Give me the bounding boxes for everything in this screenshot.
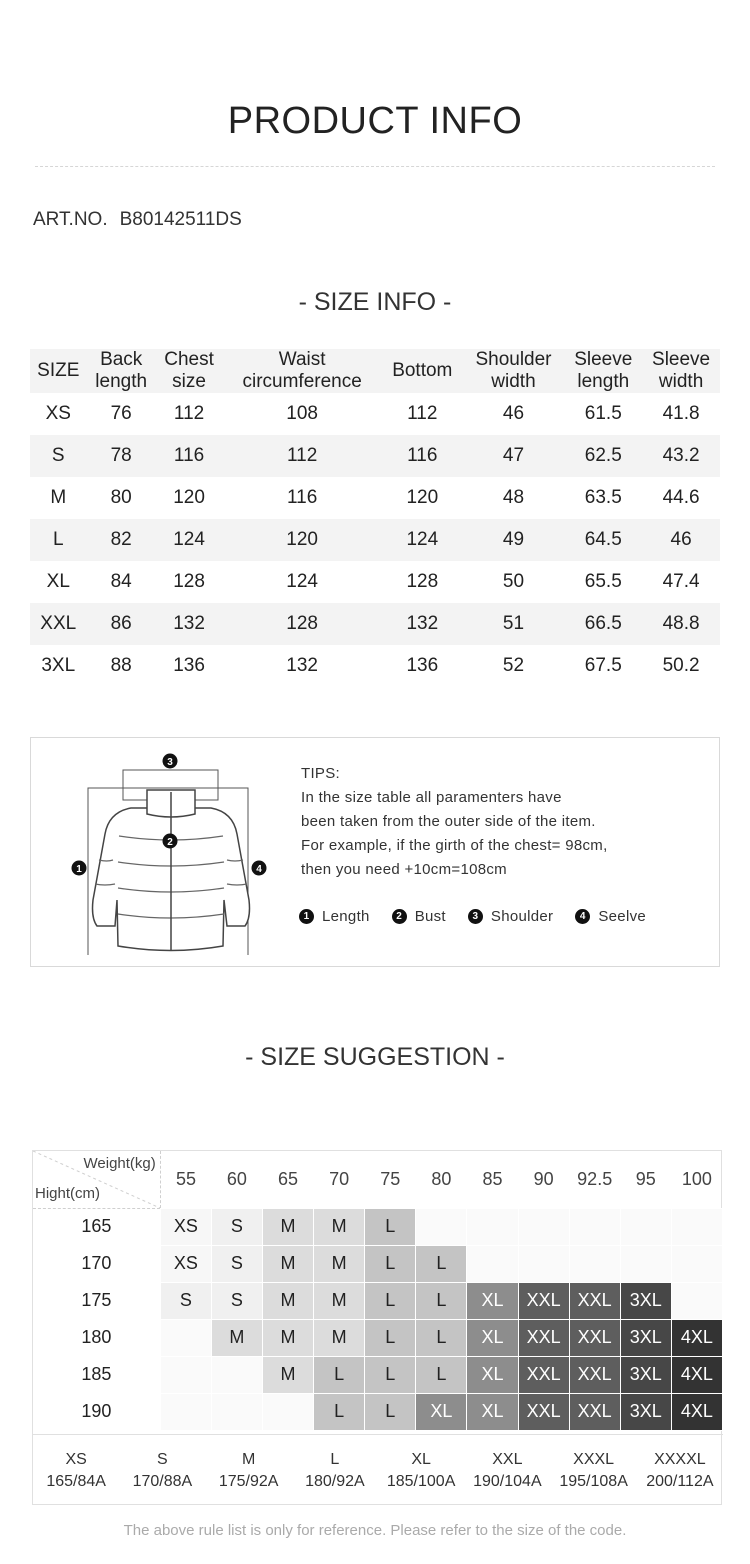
size-suggestion-cell: L xyxy=(365,1319,416,1356)
table-cell: L xyxy=(30,519,87,561)
size-key-item xyxy=(464,1435,550,1504)
table-cell: 132 xyxy=(156,603,222,645)
size-suggestion-cell xyxy=(262,1393,313,1430)
size-suggestion-cell: L xyxy=(314,1393,365,1430)
table-row xyxy=(30,435,720,477)
size-suggestion-cell xyxy=(416,1208,467,1245)
tips-box xyxy=(30,737,720,967)
legend-number-badge: 3 xyxy=(468,909,483,924)
size-suggestion-cell xyxy=(160,1393,211,1430)
table-cell: 124 xyxy=(156,519,222,561)
size-suggestion-cell: XXL xyxy=(518,1282,569,1319)
table-cell: 49 xyxy=(463,519,565,561)
size-key-item xyxy=(637,1435,723,1504)
size-key-spec: 190/104A xyxy=(473,1473,542,1490)
size-suggestion-cell: L xyxy=(416,1319,467,1356)
table-cell: 112 xyxy=(407,403,438,424)
table-cell: 51 xyxy=(463,603,565,645)
size-key-size: XXXL xyxy=(573,1451,615,1468)
size-key-size: M xyxy=(241,1451,256,1468)
size-table-header-line: circumference xyxy=(242,371,362,392)
table-row xyxy=(30,645,720,687)
table-cell: 124 xyxy=(382,519,463,561)
size-table-header-line: SIZE xyxy=(37,360,80,381)
table-cell: 52 xyxy=(502,655,525,676)
height-row xyxy=(33,1393,723,1430)
size-suggestion-cell: L xyxy=(416,1282,467,1319)
jacket-diagram xyxy=(71,750,271,955)
size-info-title: - SIZE INFO - xyxy=(298,288,452,316)
weight-value: 70 xyxy=(329,1168,350,1189)
table-cell: XS xyxy=(45,403,71,424)
size-key-size: XS xyxy=(65,1451,87,1468)
footnote: The above rule list is only for reference. Please refer to the size of the code. xyxy=(123,1522,627,1539)
table-cell: 108 xyxy=(286,403,318,424)
size-suggestion-cell: L xyxy=(416,1245,467,1282)
size-suggestion-cell xyxy=(671,1282,722,1319)
axis-corner xyxy=(33,1151,160,1208)
size-suggestion-title: - SIZE SUGGESTION - xyxy=(245,1043,505,1071)
size-suggestion-cell: XXL xyxy=(569,1282,620,1319)
size-suggestion-cell: XS xyxy=(160,1245,211,1282)
weight-value: 95 xyxy=(635,1168,656,1189)
table-cell: 124 xyxy=(286,571,318,592)
table-cell: 48 xyxy=(502,487,525,508)
table-cell: 132 xyxy=(286,655,318,676)
page-title: PRODUCT INFO xyxy=(227,100,523,142)
table-cell: 61.5 xyxy=(584,403,622,424)
size-table-header xyxy=(382,349,463,393)
table-row xyxy=(30,519,720,561)
size-suggestion-cell: M xyxy=(314,1282,365,1319)
size-suggestion-cell: 4XL xyxy=(671,1393,722,1430)
size-suggestion-cell: XXL xyxy=(569,1393,620,1430)
height-value: 190 xyxy=(33,1393,160,1430)
size-suggestion-cell xyxy=(211,1393,262,1430)
size-suggestion-cell xyxy=(211,1356,262,1393)
article-number-label: ART.NO. xyxy=(33,209,108,230)
size-suggestion-cell: XXL xyxy=(518,1319,569,1356)
weight-value: 55 xyxy=(176,1168,197,1189)
size-key-size: S xyxy=(157,1451,168,1468)
size-info-table xyxy=(30,349,720,687)
size-suggestion-cell xyxy=(467,1208,518,1245)
size-suggestion-cell xyxy=(160,1356,211,1393)
size-table-header-line: Waist xyxy=(278,349,326,370)
table-cell: 120 xyxy=(406,487,439,508)
size-key-size: XXXXL xyxy=(654,1451,706,1468)
size-suggestion-chart xyxy=(32,1150,722,1505)
table-cell: 43.2 xyxy=(642,435,720,477)
tips-line: been taken from the outer side of the item. xyxy=(301,813,596,830)
height-row xyxy=(33,1282,723,1319)
table-cell: 3XL xyxy=(41,655,76,676)
size-suggestion-cell: S xyxy=(211,1245,262,1282)
height-row xyxy=(33,1245,723,1282)
legend-item xyxy=(392,908,446,925)
shoulder-marker-number: 3 xyxy=(167,757,173,768)
table-row xyxy=(30,477,720,519)
table-cell: 50.2 xyxy=(662,655,700,676)
size-suggestion-cell: L xyxy=(314,1356,365,1393)
height-value: 185 xyxy=(33,1356,160,1393)
size-table-header-row xyxy=(30,349,720,393)
size-table-body xyxy=(30,393,720,687)
size-key-size: XL xyxy=(411,1451,431,1468)
size-suggestion-cell xyxy=(671,1208,722,1245)
size-key-item xyxy=(551,1435,637,1504)
weight-value: 75 xyxy=(380,1168,401,1189)
size-key-spec: 200/112A xyxy=(646,1473,714,1490)
size-suggestion-cell: 4XL xyxy=(671,1356,722,1393)
table-cell: 80 xyxy=(110,487,132,508)
size-table-header-line: Chest xyxy=(164,349,214,370)
article-number-value: B80142511DS xyxy=(119,209,242,230)
weight-value: 85 xyxy=(482,1168,503,1189)
shoulder-marker xyxy=(163,754,178,769)
size-suggestion-cell: 3XL xyxy=(620,1282,671,1319)
size-suggestion-cell: S xyxy=(160,1282,211,1319)
legend-label: Bust xyxy=(414,908,446,925)
size-table-header xyxy=(87,349,156,393)
size-table-header-line: Bottom xyxy=(392,360,453,381)
size-suggestion-cell: L xyxy=(365,1208,416,1245)
size-suggestion-cell: 3XL xyxy=(620,1393,671,1430)
size-suggestion-cell xyxy=(518,1208,569,1245)
height-axis-label: Hight(cm) xyxy=(35,1184,101,1202)
table-cell: 62.5 xyxy=(564,435,642,477)
size-table-header xyxy=(156,349,222,393)
table-row xyxy=(30,603,720,645)
height-value: 165 xyxy=(33,1208,160,1245)
measurement-legend xyxy=(299,908,668,925)
size-suggestion-cell: XXL xyxy=(569,1319,620,1356)
height-row xyxy=(33,1356,723,1393)
size-key-size: XXL xyxy=(492,1451,523,1468)
table-cell: 128 xyxy=(406,571,439,592)
weight-header-row xyxy=(33,1151,723,1208)
size-key-item xyxy=(119,1435,205,1504)
size-table-header-line: Shoulder xyxy=(475,349,552,370)
length-marker xyxy=(72,861,87,876)
table-cell: 128 xyxy=(173,571,205,592)
size-suggestion-cell: XL xyxy=(467,1356,518,1393)
size-key-item xyxy=(33,1435,119,1504)
weight-value: 65 xyxy=(278,1168,299,1189)
size-suggestion-cell: M xyxy=(262,1356,313,1393)
size-suggestion-cell: L xyxy=(365,1393,416,1430)
legend-number-badge: 2 xyxy=(392,909,407,924)
table-cell: XL xyxy=(46,571,70,592)
table-cell: 76 xyxy=(110,403,132,424)
table-cell: 63.5 xyxy=(584,487,622,508)
bust-marker xyxy=(163,834,178,849)
table-cell: 136 xyxy=(173,655,205,676)
size-key-spec: 180/92A xyxy=(305,1473,365,1490)
tips-line: then you need +10cm=108cm xyxy=(301,861,507,878)
size-key-spec: 165/84A xyxy=(46,1473,106,1490)
size-table-header-line: width xyxy=(491,371,536,392)
legend-label: Seelve xyxy=(598,908,647,925)
size-suggestion-cell: L xyxy=(365,1282,416,1319)
size-table-header-line: length xyxy=(95,371,148,392)
table-cell: 66.5 xyxy=(564,603,642,645)
weight-value: 80 xyxy=(431,1168,452,1189)
table-cell: 47 xyxy=(463,435,565,477)
table-cell: 46 xyxy=(502,403,525,424)
height-value: 175 xyxy=(33,1282,160,1319)
size-suggestion-cell: 3XL xyxy=(620,1319,671,1356)
legend-item xyxy=(468,908,553,925)
size-suggestion-cell: M xyxy=(262,1319,313,1356)
weight-value: 90 xyxy=(533,1168,554,1189)
table-cell: 41.8 xyxy=(662,403,700,424)
size-table-header-line: width xyxy=(658,371,704,392)
bust-marker-number: 2 xyxy=(167,837,173,848)
table-cell: 120 xyxy=(173,487,205,508)
size-suggestion-cell xyxy=(569,1208,620,1245)
tips-text xyxy=(301,762,608,882)
table-cell: 78 xyxy=(87,435,156,477)
sleeve-marker-number: 4 xyxy=(256,864,262,875)
size-suggestion-cell: L xyxy=(365,1245,416,1282)
size-table-header xyxy=(463,349,565,393)
size-suggestion-cell xyxy=(467,1245,518,1282)
height-value: 180 xyxy=(33,1319,160,1356)
size-suggestion-cell: S xyxy=(211,1282,262,1319)
size-suggestion-cell: L xyxy=(365,1356,416,1393)
size-key-row xyxy=(33,1434,723,1504)
size-table-header-line: Back xyxy=(100,349,143,370)
size-suggestion-cell: XXL xyxy=(518,1356,569,1393)
article-number xyxy=(33,209,242,231)
table-cell: 112 xyxy=(222,435,382,477)
table-row xyxy=(30,561,720,603)
size-suggestion-cell: 3XL xyxy=(620,1356,671,1393)
legend-label: Length xyxy=(322,908,370,925)
size-suggestion-cell: XXL xyxy=(518,1393,569,1430)
size-key-size: L xyxy=(330,1451,340,1468)
size-suggestion-cell: S xyxy=(211,1208,262,1245)
table-cell: 136 xyxy=(406,655,439,676)
size-suggestion-cell: XXL xyxy=(569,1356,620,1393)
table-cell: 46 xyxy=(642,519,720,561)
size-suggestion-cell: L xyxy=(416,1356,467,1393)
table-cell: 47.4 xyxy=(662,571,700,592)
size-suggestion-cell: XL xyxy=(416,1393,467,1430)
legend-number-badge: 4 xyxy=(575,909,590,924)
size-key-item xyxy=(378,1435,464,1504)
table-cell: 116 xyxy=(156,435,222,477)
legend-label: Shoulder xyxy=(490,908,554,925)
tips-line: In the size table all paramenters have xyxy=(301,789,562,806)
size-suggestion-cell: XS xyxy=(160,1208,211,1245)
weight-value: 100 xyxy=(681,1168,712,1189)
height-row xyxy=(33,1208,723,1245)
size-suggestion-cell: M xyxy=(262,1282,313,1319)
size-key-item xyxy=(292,1435,378,1504)
weight-value: 92.5 xyxy=(577,1168,613,1189)
size-suggestion-cell: M xyxy=(211,1319,262,1356)
legend-item xyxy=(299,908,370,925)
size-suggestion-cell: M xyxy=(314,1208,365,1245)
size-key-spec: 185/100A xyxy=(386,1473,456,1490)
tips-line: For example, if the girth of the chest= 98cm, xyxy=(301,837,608,854)
table-cell: 116 xyxy=(286,487,318,508)
height-row xyxy=(33,1319,723,1356)
size-table-header xyxy=(642,349,720,393)
table-cell: M xyxy=(50,487,67,508)
size-table-header-line: Sleeve xyxy=(574,349,633,370)
size-key-item xyxy=(206,1435,292,1504)
table-cell: 44.6 xyxy=(662,487,700,508)
size-table-header-line: length xyxy=(577,371,630,392)
table-cell: 86 xyxy=(87,603,156,645)
table-cell: 82 xyxy=(87,519,156,561)
table-cell: 116 xyxy=(382,435,463,477)
size-table-header xyxy=(222,349,382,393)
table-cell: S xyxy=(30,435,87,477)
size-suggestion-cell: 4XL xyxy=(671,1319,722,1356)
size-table-header xyxy=(30,349,87,393)
size-suggestion-cell: XL xyxy=(467,1282,518,1319)
size-key-spec: 175/92A xyxy=(218,1473,279,1490)
table-cell: XXL xyxy=(30,603,87,645)
size-suggestion-cell: XL xyxy=(467,1319,518,1356)
size-suggestion-cell xyxy=(518,1245,569,1282)
size-suggestion-grid xyxy=(33,1151,723,1431)
size-suggestion-cell: M xyxy=(314,1245,365,1282)
table-cell: 132 xyxy=(382,603,463,645)
table-cell: 64.5 xyxy=(564,519,642,561)
table-cell: 128 xyxy=(222,603,382,645)
size-suggestion-cell xyxy=(160,1319,211,1356)
title-divider xyxy=(35,166,715,167)
table-cell: 88 xyxy=(110,655,132,676)
table-cell: 84 xyxy=(110,571,132,592)
size-suggestion-cell xyxy=(620,1245,671,1282)
legend-number-badge: 1 xyxy=(299,909,314,924)
size-table-header-line: size xyxy=(172,371,206,392)
weight-value: 60 xyxy=(226,1168,247,1189)
size-suggestion-cell: M xyxy=(314,1319,365,1356)
tips-heading: TIPS: xyxy=(301,765,341,782)
size-suggestion-cell xyxy=(569,1245,620,1282)
legend-item xyxy=(575,908,646,925)
table-cell: 65.5 xyxy=(584,571,622,592)
length-marker-number: 1 xyxy=(76,864,82,875)
weight-axis-label: Weight(kg) xyxy=(83,1155,156,1172)
size-table-header xyxy=(564,349,642,393)
size-key-spec: 170/88A xyxy=(132,1473,193,1490)
size-suggestion-cell: XL xyxy=(467,1393,518,1430)
table-cell: 48.8 xyxy=(642,603,720,645)
size-suggestion-cell: M xyxy=(262,1245,313,1282)
size-suggestion-cell xyxy=(620,1208,671,1245)
table-row xyxy=(30,393,720,435)
table-cell: 112 xyxy=(173,403,205,424)
size-suggestion-cell xyxy=(671,1245,722,1282)
height-value: 170 xyxy=(33,1245,160,1282)
table-cell: 67.5 xyxy=(584,655,622,676)
table-cell: 50 xyxy=(502,571,525,592)
size-table-header-line: Sleeve xyxy=(652,349,711,370)
size-suggestion-cell: M xyxy=(262,1208,313,1245)
sleeve-marker xyxy=(252,861,267,876)
table-cell: 120 xyxy=(222,519,382,561)
size-key-spec: 195/108A xyxy=(559,1473,628,1490)
